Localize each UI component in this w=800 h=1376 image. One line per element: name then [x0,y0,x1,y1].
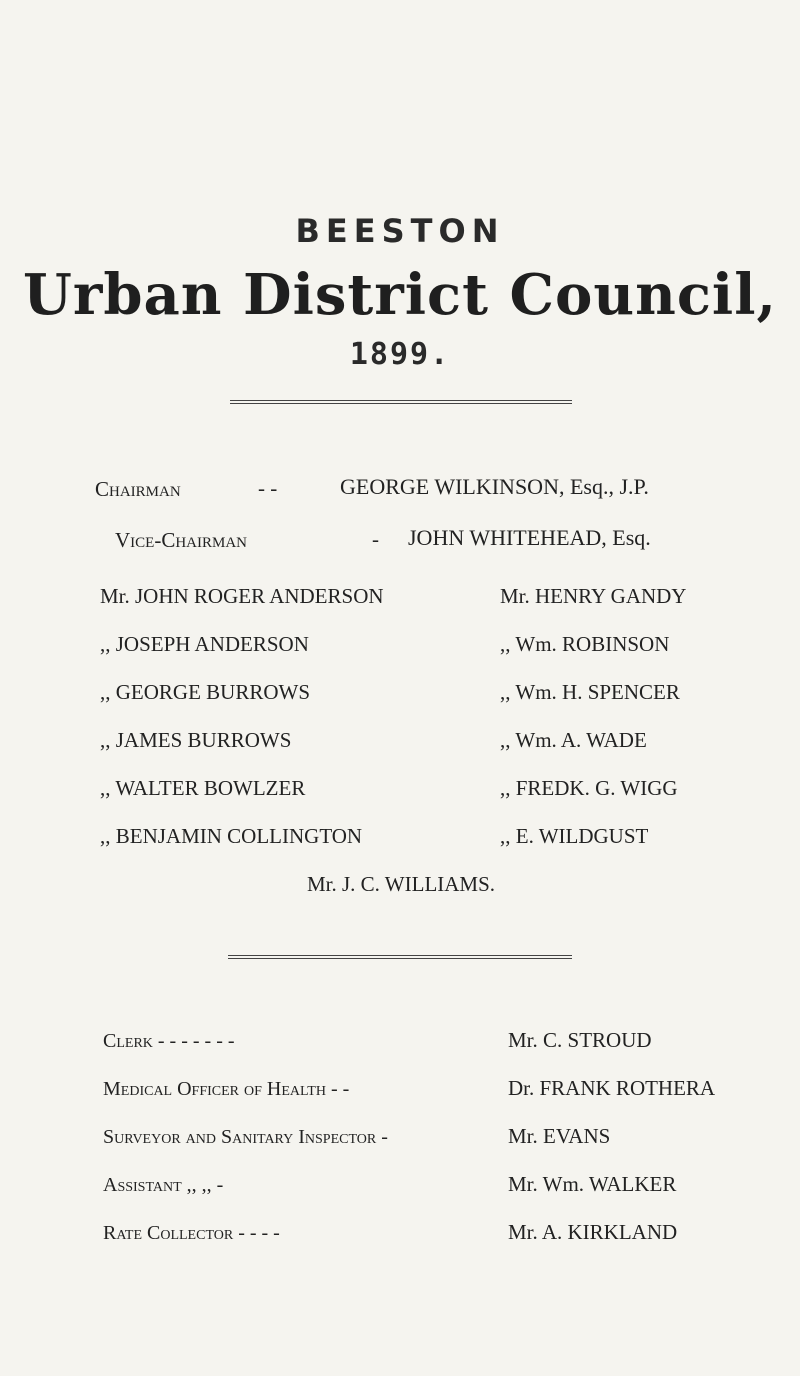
officer-vice-chairman [115,527,247,553]
member-left-1: Mr. JOHN ROGER ANDERSON [100,584,384,608]
staff-role-clerk: Clerk - - - - - - - [103,1030,235,1052]
officer-chairman [95,476,181,502]
divider-bottom [228,955,572,959]
staff-holder-assistant: Mr. Wm. WALKER [508,1172,677,1196]
staff-holder-clerk: Mr. C. STROUD [508,1028,652,1052]
member-right-4: ,, Wm. A. WADE [500,728,647,752]
member-left-5: ,, WALTER BOWLZER [100,776,306,800]
officer-role: Chairman [95,477,181,501]
member-left-4: ,, JAMES BURROWS [100,728,292,752]
officer-dash: - [372,527,379,551]
staff-role-rate-collector: Rate Collector - - - - [103,1222,280,1244]
staff-role-assistant: Assistant ,, ,, - [103,1174,224,1196]
staff-holder-surveyor: Mr. EVANS [508,1124,611,1148]
member-right-6: ,, E. WILDGUST [500,824,649,848]
member-left-6: ,, BENJAMIN COLLINGTON [100,824,363,848]
staff-holder-rate-collector: Mr. A. KIRKLAND [508,1220,678,1244]
officer-name: GEORGE WILKINSON, Esq., J.P. [340,474,649,499]
member-right-1: Mr. HENRY GANDY [500,584,687,608]
staff-holder-medical: Dr. FRANK ROTHERA [508,1076,716,1100]
staff-role-surveyor: Surveyor and Sanitary Inspector - [103,1126,388,1148]
town-name: BEESTON [295,212,505,250]
year: 1899. [349,337,451,372]
member-last: Mr. J. C. WILLIAMS. [307,872,496,896]
divider-top [230,400,572,404]
officer-dash: - - [258,476,278,500]
member-right-3: ,, Wm. H. SPENCER [500,680,680,704]
member-right-2: ,, Wm. ROBINSON [500,632,670,656]
council-title: Urban District Council, [23,262,777,328]
staff-role-medical: Medical Officer of Health - - [103,1078,350,1100]
member-left-3: ,, GEORGE BURROWS [100,680,311,704]
member-right-5: ,, FREDK. G. WIGG [500,776,678,800]
member-left-2: ,, JOSEPH ANDERSON [100,632,309,656]
officer-role: Vice-Chairman [115,528,247,552]
officer-name: JOHN WHITEHEAD, Esq. [408,525,651,550]
